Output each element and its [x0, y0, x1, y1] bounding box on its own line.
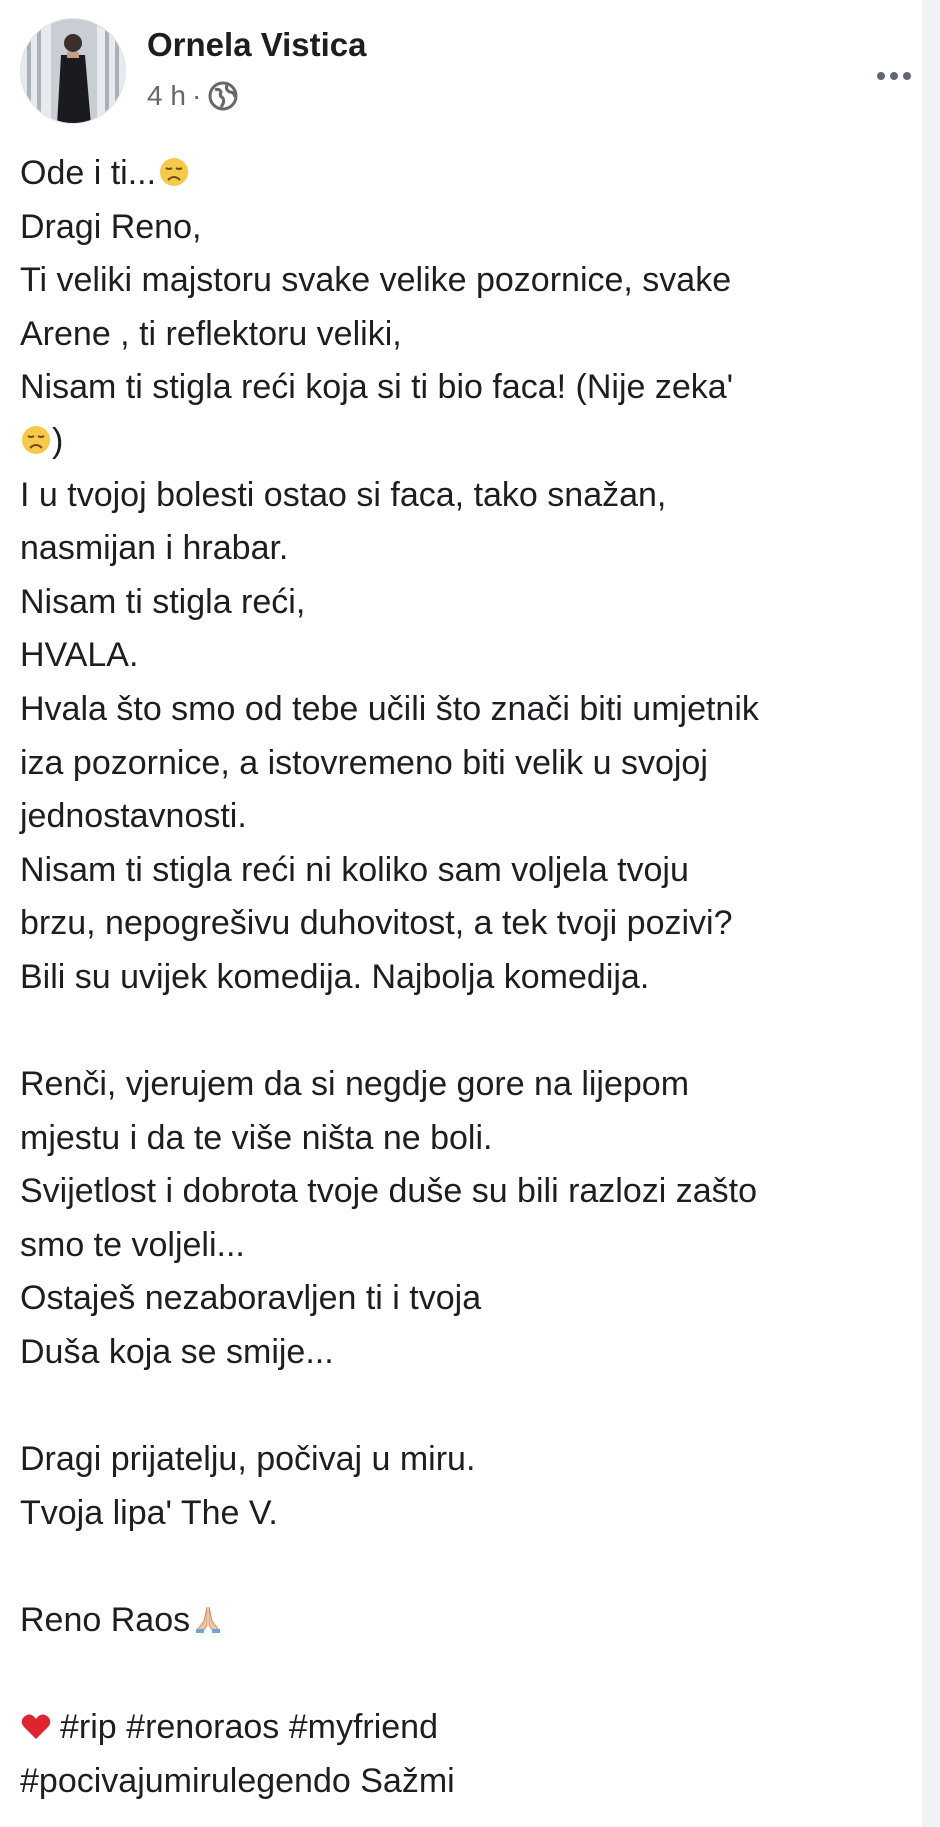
see-less-button[interactable]: Sažmi [360, 1761, 455, 1800]
post-header [20, 18, 920, 128]
body-text: Reno Raos [20, 1601, 191, 1640]
body-line: Ostaješ nezaboravljen ti i tvoja [20, 1279, 482, 1318]
body-line: mjestu i da te više ništa ne boli. [20, 1118, 493, 1157]
body-line: smo te voljeli... [20, 1225, 245, 1264]
body-line: Nisam ti stigla reći koja si ti bio faca! (Nije zeka' [20, 368, 734, 407]
body-line: Dragi prijatelju, počivaj u miru. [20, 1440, 476, 1479]
hashtag-rip[interactable]: #rip [60, 1708, 117, 1747]
paragraph-gap [20, 1005, 920, 1059]
body-line: Hvala što smo od tebe učili što znači biti umjetnik [20, 689, 759, 728]
more-dot [890, 72, 898, 80]
body-line [20, 1594, 920, 1648]
disappointed-face-icon [20, 419, 52, 451]
body-line: brzu, nepogrešivu duhovitost, a tek tvoji pozivi? [20, 904, 733, 943]
red-heart-icon [20, 1705, 52, 1737]
hashtag-renoraos[interactable]: #renoraos [126, 1708, 280, 1747]
body-line: Tvoja lipa' The V. [20, 1493, 278, 1532]
scrollbar-track[interactable] [922, 0, 940, 1827]
body-line: I u tvojoj bolesti ostao si faca, tako snažan, [20, 475, 667, 514]
hashtag-pocivajumirulegendo[interactable]: #pocivajumirulegendo [20, 1761, 351, 1800]
body-line: jednostavnosti. [20, 797, 247, 836]
body-line [20, 147, 920, 201]
more-options-button[interactable] [864, 56, 924, 96]
hashtag-line [20, 1755, 920, 1809]
body-line: Renči, vjerujem da si negdje gore na lijepom [20, 1065, 690, 1104]
body-line [20, 415, 920, 469]
globe-icon[interactable] [207, 80, 239, 112]
author-avatar[interactable] [20, 18, 126, 124]
avatar-photo [21, 19, 126, 124]
folded-hands-icon [192, 1598, 224, 1630]
more-dot [903, 72, 911, 80]
body-text: Ode i ti... [20, 154, 157, 192]
body-line: Nisam ti stigla reći ni koliko sam voljela tvoju [20, 850, 689, 889]
body-line: Arene , ti reflektoru veliki, [20, 314, 402, 353]
body-line: HVALA. [20, 636, 139, 675]
body-line: Ti veliki majstoru svake velike pozornice, svake [20, 261, 732, 300]
paragraph-gap [20, 1380, 920, 1434]
body-line: Svijetlost i dobrota tvoje duše su bili razlozi zašto [20, 1172, 758, 1211]
body-line: Nisam ti stigla reći, [20, 582, 306, 621]
more-options-icon [877, 72, 885, 80]
body-text: ) [52, 421, 64, 460]
body-line: Duša koja se smije... [20, 1333, 334, 1372]
body-line: Bili su uvijek komedija. Najbolja komedija. [20, 957, 650, 996]
body-line: iza pozornice, a istovremeno biti velik u svojoj [20, 743, 708, 782]
hashtag-line [20, 1701, 920, 1755]
paragraph-gap [20, 1648, 920, 1702]
body-line: Dragi Reno, [20, 207, 202, 246]
author-name[interactable]: Ornela Vistica [147, 26, 367, 63]
post-timestamp[interactable]: 4 h [147, 80, 186, 111]
meta-separator: · [191, 80, 202, 111]
post-meta [147, 80, 239, 112]
disappointed-face-icon [158, 151, 190, 183]
paragraph-gap [20, 1540, 920, 1594]
hashtag-myfriend[interactable]: #myfriend [288, 1708, 438, 1747]
body-line: nasmijan i hrabar. [20, 529, 289, 568]
post-body [20, 147, 920, 1808]
